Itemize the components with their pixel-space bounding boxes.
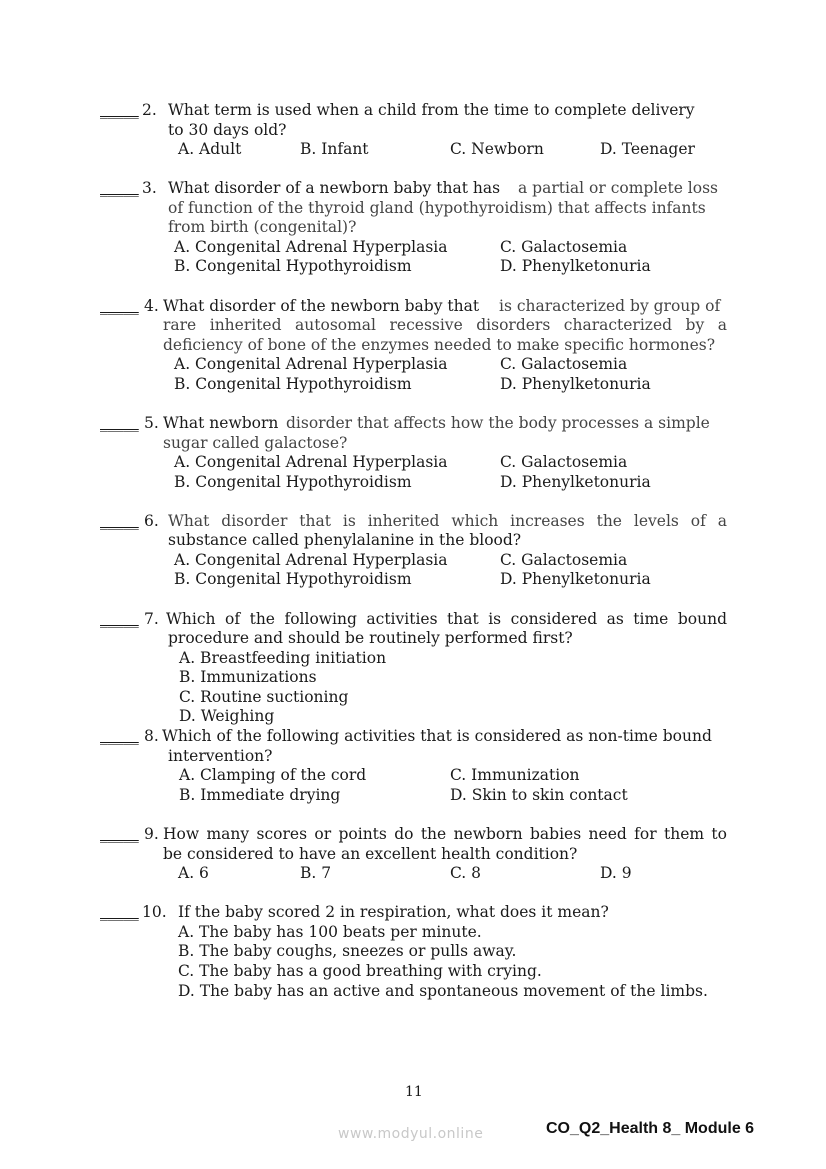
option-b: B. Infant [300,140,369,158]
question-text: is characterized by group of [499,297,721,315]
answer-blank[interactable]: _____ [100,727,139,745]
question-text: disorder that affects how the body processes a simple [286,414,710,432]
question-number: 9. [144,825,159,843]
option-c: C. 8 [450,864,482,882]
question-text: What disorder of the newborn baby that [163,297,480,315]
option-d: D. Phenylketonuria [500,257,651,275]
option-a: A. Congenital Adrenal Hyperplasia [174,551,448,569]
question-text: What newborn [163,414,279,432]
option-b: B. Congenital Hypothyroidism [174,473,412,491]
option-a: A. Adult [178,140,242,158]
module-code: CO_Q2_Health 8_ Module 6 [546,1120,755,1137]
option-c: C. Immunization [450,766,580,784]
option-b: B. Congenital Hypothyroidism [174,375,412,393]
question-number: 8. [144,727,159,745]
answer-blank[interactable]: _____ [100,101,139,119]
option-c: C. The baby has a good breathing with crying. [178,962,542,980]
question-number: 7. [144,610,159,628]
option-d: D. Phenylketonuria [500,473,651,491]
question-text: Which of the following activities that is considered as non-time bound [162,727,712,745]
option-a: A. Congenital Adrenal Hyperplasia [174,238,448,256]
question-text: What disorder of a newborn baby that has [168,179,501,197]
question-text: procedure and should be routinely performed first? [168,629,573,647]
question-number: 4. [144,297,159,315]
option-d: D. Phenylketonuria [500,570,651,588]
answer-blank[interactable]: _____ [100,512,139,530]
question-text: substance called phenylalanine in the blood? [168,531,522,549]
option-a: A. Congenital Adrenal Hyperplasia [174,355,448,373]
option-a: A. Breastfeeding initiation [179,649,387,667]
watermark: www.modyul.online [338,1126,484,1142]
question-text: a partial or complete loss [518,179,719,197]
option-b: B. 7 [300,864,332,882]
option-b: B. The baby coughs, sneezes or pulls away. [178,942,517,960]
answer-blank[interactable]: _____ [100,414,139,432]
question-number: 3. [142,179,157,197]
option-c: C. Galactosemia [500,238,628,256]
question-text: rare inherited autosomal recessive disorders characterized by a [163,316,727,334]
question-text: deficiency of bone of the enzymes needed to make specific hormones? [163,336,716,354]
option-a: A. Congenital Adrenal Hyperplasia [174,453,448,471]
option-c: C. Routine suctioning [179,688,349,706]
option-d: D. The baby has an active and spontaneous movement of the limbs. [178,982,708,1000]
question-text: from birth (congenital)? [168,218,357,236]
question-text: If the baby scored 2 in respiration, what does it mean? [178,903,609,921]
option-b: B. Immunizations [179,668,317,686]
question-number: 6. [144,512,159,530]
question-text: to 30 days old? [168,121,287,139]
option-c: C. Galactosemia [500,551,628,569]
option-c: C. Galactosemia [500,453,628,471]
question-text: sugar called galactose? [163,434,348,452]
question-number: 2. [142,101,157,119]
option-c: C. Galactosemia [500,355,628,373]
option-d: D. Weighing [179,707,275,725]
option-d: D. 9 [600,864,632,882]
page-number: 11 [405,1084,423,1100]
question-number: 10. [142,903,167,921]
option-d: D. Teenager [600,140,695,158]
question-text: What term is used when a child from the time to complete delivery [168,101,695,119]
question-text: What disorder that is inherited which increases the levels of a [168,512,727,530]
option-d: D. Phenylketonuria [500,375,651,393]
question-text: be considered to have an excellent health condition? [163,845,578,863]
option-a: A. Clamping of the cord [179,766,367,784]
question-text: of function of the thyroid gland (hypothyroidism) that affects infants [168,199,706,217]
answer-blank[interactable]: _____ [100,297,139,315]
option-b: B. Immediate drying [179,786,341,804]
question-number: 5. [144,414,159,432]
answer-blank[interactable]: _____ [100,610,139,628]
question-text: Which of the following activities that is considered as time bound [166,610,727,628]
option-c: C. Newborn [450,140,544,158]
option-b: B. Congenital Hypothyroidism [174,570,412,588]
option-a: A. 6 [178,864,209,882]
option-b: B. Congenital Hypothyroidism [174,257,412,275]
answer-blank[interactable]: _____ [100,179,139,197]
question-text: How many scores or points do the newborn babies need for them to [163,825,727,843]
option-d: D. Skin to skin contact [450,786,628,804]
answer-blank[interactable]: _____ [100,825,139,843]
question-text: intervention? [168,747,273,765]
option-a: A. The baby has 100 beats per minute. [178,923,482,941]
answer-blank[interactable]: _____ [100,903,139,921]
